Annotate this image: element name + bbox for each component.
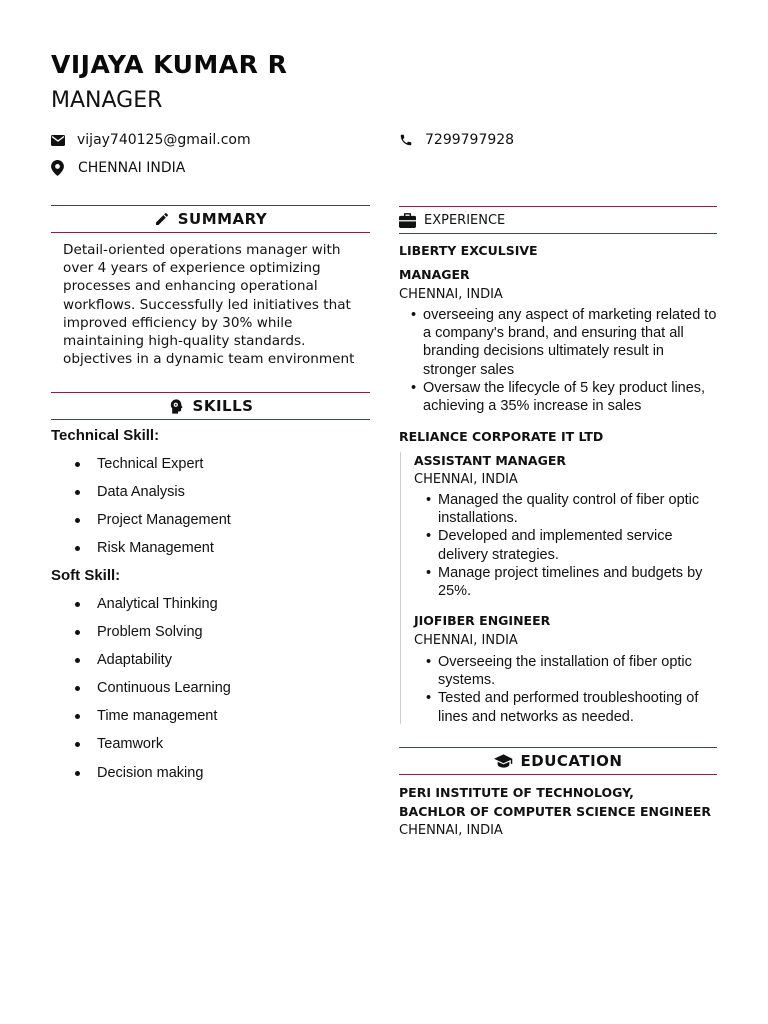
candidate-name: VIJAYA KUMAR R — [51, 50, 288, 79]
pencil-icon — [154, 211, 170, 227]
map-pin-icon — [51, 160, 64, 176]
bullet-item: • Developed and implemented service delivery strategies. — [426, 527, 718, 563]
skill-item: Technical Expert — [75, 456, 203, 472]
summary-title: SUMMARY — [177, 210, 268, 228]
phone-icon — [399, 133, 413, 147]
education-title: EDUCATION — [520, 752, 623, 770]
skills-title: SKILLS — [192, 397, 254, 415]
bullet-item: • Managed the quality control of fiber optic installations. — [426, 491, 718, 527]
skill-item: Adaptability — [75, 652, 172, 668]
email-text[interactable]: vijay740125@gmail.com — [77, 132, 251, 148]
location-text: CHENNAI INDIA — [78, 160, 186, 176]
timeline-line — [400, 452, 401, 724]
skills-heading — [51, 392, 370, 420]
job-bullets — [426, 653, 716, 726]
brain-head-icon — [168, 398, 185, 415]
bullet-item: • overseeing any aspect of marketing related to a company's brand, and ensuring that all branding decisions ultimately result in stronger sales — [411, 306, 717, 379]
education-heading — [399, 747, 717, 775]
education-institution: PERI INSTITUTE OF TECHNOLOGY, — [399, 785, 634, 800]
bullet-item: • Oversaw the lifecycle of 5 key product lines, achieving a 35% increase in sales — [411, 379, 717, 415]
job-location: CHENNAI, INDIA — [399, 287, 503, 302]
briefcase-icon — [399, 213, 416, 228]
company-name: RELIANCE CORPORATE IT LTD — [399, 429, 604, 444]
job-location: CHENNAI, INDIA — [414, 633, 518, 648]
soft-skill-title: Soft Skill: — [51, 567, 121, 584]
candidate-role: MANAGER — [51, 88, 163, 113]
skill-item: Data Analysis — [75, 484, 185, 500]
phone-contact — [399, 132, 514, 148]
skill-item: Continuous Learning — [75, 680, 231, 696]
job-bullets — [411, 306, 717, 415]
summary-text: Detail-oriented operations manager with over 4 years of experience optimizing processes and enhancing operational workflows. Successfully led initiatives that improved efficiency by 30% while maintaining high-quality standards. objectives in a dynamic team environment — [63, 242, 355, 368]
phone-text[interactable]: 7299797928 — [425, 132, 515, 148]
skill-item: Problem Solving — [75, 624, 203, 640]
skill-item: Risk Management — [75, 540, 214, 556]
skill-item: Project Management — [75, 512, 231, 528]
job-location: CHENNAI, INDIA — [414, 472, 518, 487]
experience-heading — [399, 206, 717, 234]
summary-heading — [51, 205, 370, 233]
envelope-icon — [51, 135, 65, 146]
technical-skill-title: Technical Skill: — [51, 427, 160, 444]
education-degree: BACHLOR OF COMPUTER SCIENCE ENGINEER — [399, 804, 712, 819]
job-bullets — [426, 491, 718, 600]
company-name: LIBERTY EXCULSIVE — [399, 243, 538, 258]
education-location: CHENNAI, INDIA — [399, 823, 503, 838]
job-title: JIOFIBER ENGINEER — [414, 613, 551, 628]
bullet-item: • Manage project timelines and budgets by 25%. — [426, 564, 718, 600]
location-contact — [51, 160, 185, 176]
skill-item: Decision making — [75, 765, 203, 781]
skill-item: Teamwork — [75, 736, 163, 752]
experience-title: EXPERIENCE — [424, 212, 506, 228]
skill-item: Time management — [75, 708, 217, 724]
skill-item: Analytical Thinking — [75, 596, 218, 612]
job-title: ASSISTANT MANAGER — [414, 453, 567, 468]
graduation-cap-icon — [494, 754, 513, 768]
bullet-item: • Overseeing the installation of fiber optic systems. — [426, 653, 716, 689]
job-title: MANAGER — [399, 267, 470, 282]
bullet-item: • Tested and performed troubleshooting of lines and networks as needed. — [426, 689, 716, 725]
email-contact — [51, 132, 251, 148]
